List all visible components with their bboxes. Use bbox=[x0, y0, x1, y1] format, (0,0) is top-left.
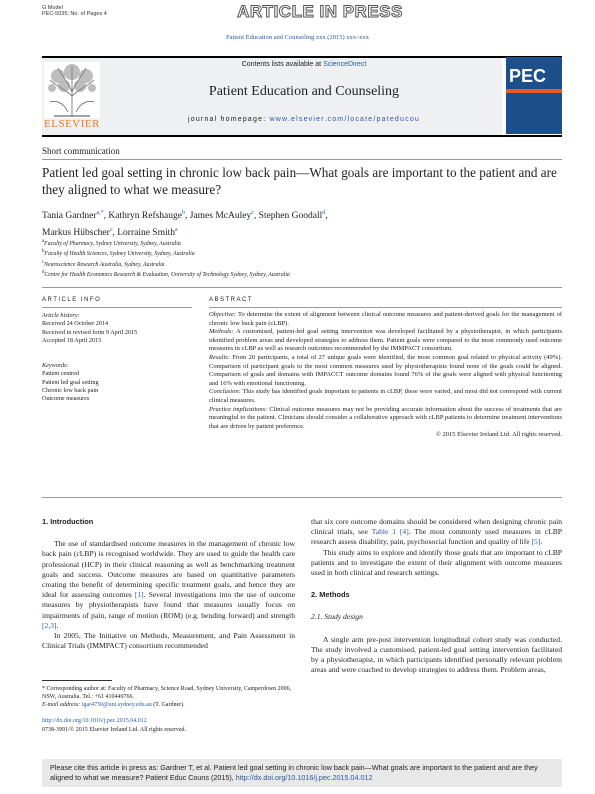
article-in-press-banner: ARTICLE IN PRESS bbox=[237, 2, 403, 21]
affiliation-item bbox=[42, 259, 562, 269]
author-list bbox=[42, 206, 562, 240]
abstract-results bbox=[209, 354, 562, 388]
email-link[interactable]: tgar4750@uni.sydney.edu.au bbox=[81, 702, 152, 708]
model-info bbox=[42, 5, 107, 17]
author-line-2: Markus Hübscher$^c$, Lorraine Smith$^a$ bbox=[42, 227, 178, 239]
affiliation-item bbox=[42, 269, 562, 279]
citation-link[interactable]: [4] bbox=[399, 527, 409, 537]
affiliation-marker: a bbox=[42, 239, 45, 244]
abstract-conclusion bbox=[209, 388, 562, 405]
affiliation-text: Neuroscience Research Australia, Sydney, Australia bbox=[44, 261, 165, 268]
corresponding-author-footnote bbox=[42, 685, 295, 709]
history-item: Received 24 October 2014 bbox=[42, 320, 109, 328]
author-affil-link[interactable]: c bbox=[251, 210, 254, 216]
author-name: James McAuley bbox=[189, 211, 252, 222]
author-name: Tania Gardner bbox=[42, 211, 97, 222]
citation-doi-link[interactable]: http://dx.doi.org/10.1016/j.pec.2015.04.012 bbox=[235, 772, 373, 782]
affiliation-marker: d bbox=[42, 269, 45, 275]
abstract-text: To determine the extent of alignment between clinical outcome measures and patient-derived goals for the management of chronic low back pain (cLBP). bbox=[209, 311, 562, 327]
table-link[interactable]: Table 1 bbox=[371, 527, 397, 537]
footnote-rule bbox=[42, 680, 112, 681]
header-rule-bottom bbox=[42, 135, 562, 137]
paragraph-text: The use of standardised outcome measures in the management of chronic low back pain (cLBP) is recognised worldwide. They are used to guide the health care professional (HCP) in their clinical reasoning as well as benchmarking treatment goals and success. Outcome measures are based on quantitative parameters creating the benefit of determining specific treatment goals, and hence they are ideal for assessing outcomes bbox=[42, 539, 295, 600]
abstract-label: Practice implications: bbox=[209, 405, 268, 413]
divider bbox=[42, 287, 562, 288]
citation-link[interactable]: [2,3] bbox=[42, 620, 57, 630]
author-affil-link[interactable]: c bbox=[109, 227, 113, 234]
abstract-label: Results: bbox=[209, 353, 230, 361]
abstract-copyright: © 2015 Elsevier Ireland Ltd. All rights reserved. bbox=[435, 431, 562, 439]
abstract-label: Conclusion: bbox=[209, 388, 241, 396]
history-label: Article history: bbox=[42, 312, 80, 319]
author-name: Markus Hübscher bbox=[42, 228, 110, 239]
affiliation-text: Centre for Health Economics Research & Evaluation, University of Technology Sydney, Sydney, Australia bbox=[44, 271, 290, 278]
citation-link[interactable]: [1] bbox=[134, 590, 144, 600]
journal-homepage bbox=[104, 116, 504, 123]
contents-prefix: Contents lists available at bbox=[241, 61, 322, 68]
affiliation-text: Faculty of Health Sciences, Sydney University, Sydney, Australia bbox=[44, 251, 195, 258]
footnote-text: * Corresponding author at: Faculty of Pharmacy, Science Road, Sydney University, Camperdown 2006, NSW, Australia. Tel.: +61 410449766. bbox=[42, 686, 292, 700]
author-name: Stephen Goodall bbox=[258, 211, 323, 222]
homepage-prefix: journal homepage: bbox=[187, 116, 267, 123]
keywords-label: Keywords: bbox=[42, 362, 69, 369]
header-rule-top bbox=[42, 56, 562, 58]
divider bbox=[42, 307, 192, 308]
affiliation-text: Faculty of Pharmacy, Sydney University, Sydney, Australia bbox=[44, 240, 181, 247]
keywords bbox=[42, 362, 192, 403]
contents-line bbox=[104, 61, 504, 68]
body-column-left bbox=[42, 517, 295, 651]
article-title: Patient led goal setting in chronic low back pain—What goals are important to the patient and are they aligned to what we measure? bbox=[42, 165, 557, 197]
sciencedirect-link[interactable]: ScienceDirect bbox=[323, 61, 367, 68]
history-item: Accepted 18 April 2015 bbox=[42, 336, 102, 344]
author-affil-link[interactable]: a bbox=[175, 227, 178, 234]
abstract-text: This study has identified goals important to patients in cLBP, these were varied, and most did not correspond with current clinical measures. bbox=[209, 388, 562, 404]
abstract-text: Clinical outcome measures may not be providing accurate information about the success of treatments that are meaningful to the patient. Clinicians should consider a collaborative approach with cLBP patients to determine treatment interventions that are driven by patient preference. bbox=[209, 405, 562, 430]
journal-title: Patient Education and Counseling bbox=[208, 84, 400, 99]
paragraph: This study aims to explore and identify those goals that are important to cLBP patients and to investigate the extent of their alignment with outcome measures used in both clinical and research settings. bbox=[311, 547, 562, 578]
journal-cover-title: PEC bbox=[509, 66, 547, 86]
email-line bbox=[42, 701, 295, 709]
section-heading-introduction: 1. Introduction bbox=[42, 517, 94, 526]
paragraph-text: . bbox=[56, 620, 59, 630]
abstract-body bbox=[209, 311, 562, 440]
paragraph: A single arm pre-post intervention longitudinal cohort study was conducted. The study involved a customised, patient-led goal setting intervention facilitated by a physiotherapist, in which participants identified personally relevant problem areas and were coached to develop strategies to address them. Problem areas, bbox=[311, 634, 562, 675]
homepage-link[interactable]: www.elsevier.com/locate/pateducou bbox=[269, 116, 421, 123]
email-label: E-mail address: bbox=[42, 702, 81, 708]
keyword-item: Patient centred bbox=[42, 370, 79, 378]
paragraph bbox=[42, 539, 295, 631]
elsevier-tree-logo-icon bbox=[44, 62, 100, 118]
paragraph-text: . Several investigations into the use of outcome measures by physiotherapists have found that measures usually focus on impairments of pain, range of motion (ROM) (e.g. bending forward) and strength bbox=[42, 590, 295, 620]
abstract-label: Objective: bbox=[209, 311, 237, 318]
divider bbox=[42, 159, 562, 160]
affiliation-item bbox=[42, 238, 562, 248]
body-column-right bbox=[311, 517, 562, 675]
article-type: Short communication bbox=[42, 146, 120, 156]
abstract-methods bbox=[209, 328, 562, 354]
model-line: G Model bbox=[42, 5, 63, 11]
abstract-text: From 20 participants, a total of 27 unique goals were identified, the most common goal related to physical activity (49%). Comparison of participant goals to the most common measures used by physiotherapists found none of the goals could be aligned. Comparison of goals and domains with IMPACCT outcome domains found 76% of the goals were aligned with physical functioning and 16% with emotional functioning. bbox=[209, 353, 563, 387]
abstract-label: Methods: bbox=[209, 328, 234, 336]
affiliation-marker: c bbox=[42, 259, 45, 265]
subsection-heading-study-design: 2.1. Study design bbox=[311, 612, 363, 622]
affiliations bbox=[42, 238, 562, 279]
model-pages-line: PEC-5035; No. of Pages 4 bbox=[42, 11, 107, 17]
journal-cover-band bbox=[506, 89, 562, 93]
elsevier-wordmark: ELSEVIER bbox=[44, 118, 100, 130]
citation-box bbox=[42, 759, 562, 787]
keyword-item: Chronic low back pain bbox=[42, 386, 99, 394]
abstract-implications bbox=[209, 406, 562, 432]
journal-reference[interactable]: Patient Education and Counseling xxx (2015) xxx–xxx bbox=[226, 34, 369, 41]
abstract-objective bbox=[209, 311, 562, 328]
affiliation-marker: b bbox=[42, 249, 45, 255]
abstract-heading: ABSTRACT bbox=[209, 297, 254, 303]
author-affil-link[interactable]: a,* bbox=[96, 210, 104, 216]
keyword-item: Patient led goal setting bbox=[42, 378, 99, 386]
article-history bbox=[42, 312, 192, 345]
author-affil-link[interactable]: b bbox=[182, 210, 185, 216]
paragraph-text: that six core outcome domains should be considered when designing chronic pain clinical trials, see bbox=[311, 517, 562, 537]
author-line-1: Tania Gardner$^{a,*}$, Kathryn Refshauge$^b$, James McAuley$^c$, Stephen Goodall$^d$, bbox=[42, 210, 328, 222]
doi-block bbox=[42, 717, 295, 734]
email-suffix: (T. Gardner). bbox=[153, 702, 185, 708]
paragraph: In 2005, The Initiative on Methods, Measurement, and Pain Assessment in Clinical Trials (IMMPACT) consortium recommended bbox=[42, 631, 295, 651]
paragraph-text: . The most commonly used measures in cLBP research assess disability, pain, psychosocial function and quality of life bbox=[311, 527, 563, 547]
doi-link[interactable]: http://dx.doi.org/10.1016/j.pec.2015.04.012 bbox=[42, 718, 147, 724]
history-item: Received in revised form 9 April 2015 bbox=[42, 328, 138, 336]
keyword-item: Outcome measures bbox=[42, 395, 90, 403]
section-heading-methods: 2. Methods bbox=[311, 590, 350, 600]
abstract-text: A customised, patient-led goal setting intervention was developed facilitated by a physiotherapist, in which participants identified problem areas and developed strategies to address them. Patient goals were compared to the most commonly used outcome measures in cLBP as well as research outcomes recommended by the IMMPACT consortium. bbox=[209, 328, 562, 353]
article-info-heading: ARTICLE INFO bbox=[42, 297, 102, 303]
divider bbox=[209, 307, 562, 308]
issn-line: 0738-3991/© 2015 Elsevier Ireland Ltd. All rights reserved. bbox=[42, 726, 187, 733]
paragraph bbox=[311, 517, 562, 548]
author-affil-link[interactable]: d bbox=[322, 210, 326, 216]
author-name: Kathryn Refshauge bbox=[108, 211, 182, 222]
paragraph-text: . bbox=[540, 537, 543, 547]
author-name: Lorraine Smith bbox=[117, 228, 176, 239]
divider bbox=[42, 497, 562, 498]
citation-text: Please cite this article in press as: Gardner T, et al. Patient led goal setting in chronic low back pain—What goals are important to the patient and are they aligned to what we measure? Patient Educ Couns (2015), bbox=[50, 763, 538, 782]
affiliation-item bbox=[42, 248, 562, 258]
citation-link[interactable]: [5] bbox=[531, 537, 541, 547]
